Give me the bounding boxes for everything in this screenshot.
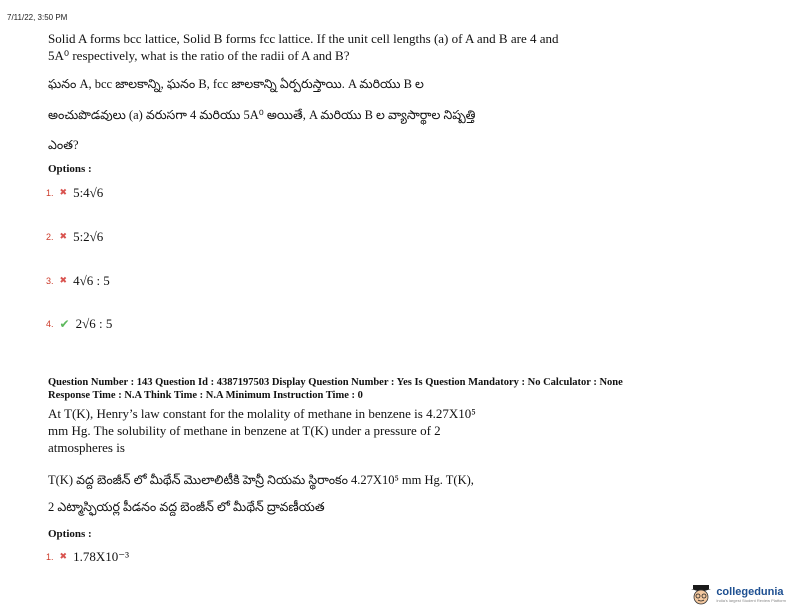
correct-check-icon: ✔	[59, 317, 70, 331]
question2-option-1	[46, 549, 129, 565]
option-number: 1.	[46, 188, 54, 198]
option-number: 3.	[46, 276, 54, 286]
wrong-mark-icon: ✖	[59, 232, 68, 242]
question1-english: Solid A forms bcc lattice, Solid B forms fcc lattice. If the unit cell lengths (a) of A and B are 4 and 5A⁰ respectively, what is the ratio of the radii of A and B?	[48, 31, 559, 63]
mascot-icon	[690, 584, 712, 606]
question2-english-line3: atmospheres is	[48, 440, 125, 455]
question1-telugu-line2: అంచుపొడవులు (a) వరుసగా 4 మరియు 5A⁰ అయితే, A మరియు B ల వ్యాసార్థాల నిష్పత్తి	[48, 108, 476, 122]
collegedunia-logo	[690, 584, 786, 606]
question1-option-4	[46, 316, 112, 332]
wrong-mark-icon: ✖	[59, 552, 68, 562]
option-number: 4.	[46, 319, 54, 329]
question1-telugu-line3: ఎంత?	[48, 138, 79, 152]
question2-english-line2: mm Hg. The solubility of methane in benzene at T(K) under a pressure of 2	[48, 423, 441, 438]
wrong-mark-icon: ✖	[59, 188, 68, 198]
wrong-mark-icon: ✖	[59, 276, 68, 286]
option-value: 5:4√6	[73, 185, 104, 200]
question1-option-2	[46, 229, 103, 245]
print-timestamp: 7/11/22, 3:50 PM	[7, 13, 68, 22]
option-number: 1.	[46, 552, 54, 562]
question1-option-3	[46, 273, 110, 289]
question2-meta-line2: Response Time : N.A Think Time : N.A Minimum Instruction Time : 0	[48, 390, 363, 401]
option-value: 4√6 : 5	[73, 273, 110, 288]
option-value: 1.78X10⁻³	[73, 549, 129, 564]
question2-english-line1: At T(K), Henry’s law constant for the molality of methane in benzene is 4.27X10⁵	[48, 406, 476, 421]
logo-name: collegedunia	[716, 586, 784, 598]
question1-telugu-line1: ఘనం A, bcc జాలకాన్ని, ఘనం B, fcc జాలకాన్ని ఏర్పరుస్తాయి. A మరియు B ల	[48, 77, 424, 91]
question2-options-label: Options :	[48, 528, 92, 540]
question2-telugu-line1: T(K) వద్ద బెంజీన్ లో మీథేన్ మొలాలిటీకి హెన్రీ నియమ స్థిరాంకం 4.27X10⁵ mm Hg. T(K),	[48, 473, 474, 487]
question1-option-1	[46, 185, 103, 201]
question1-options-label: Options :	[48, 163, 92, 175]
option-value: 2√6 : 5	[75, 316, 113, 331]
option-number: 2.	[46, 232, 54, 242]
question2-telugu-line2: 2 ఎట్మాస్ఫియర్ల పీడనం వద్ద బెంజీన్ లో మీథేన్ ద్రావణీయత	[48, 500, 325, 514]
option-value: 5:2√6	[73, 229, 104, 244]
logo-tagline: India's largest Student Review Platform	[716, 598, 786, 603]
question2-meta-line1: Question Number : 143 Question Id : 4387197503 Display Question Number : Yes Is Question Mandatory : No Calculator : None	[48, 377, 623, 388]
